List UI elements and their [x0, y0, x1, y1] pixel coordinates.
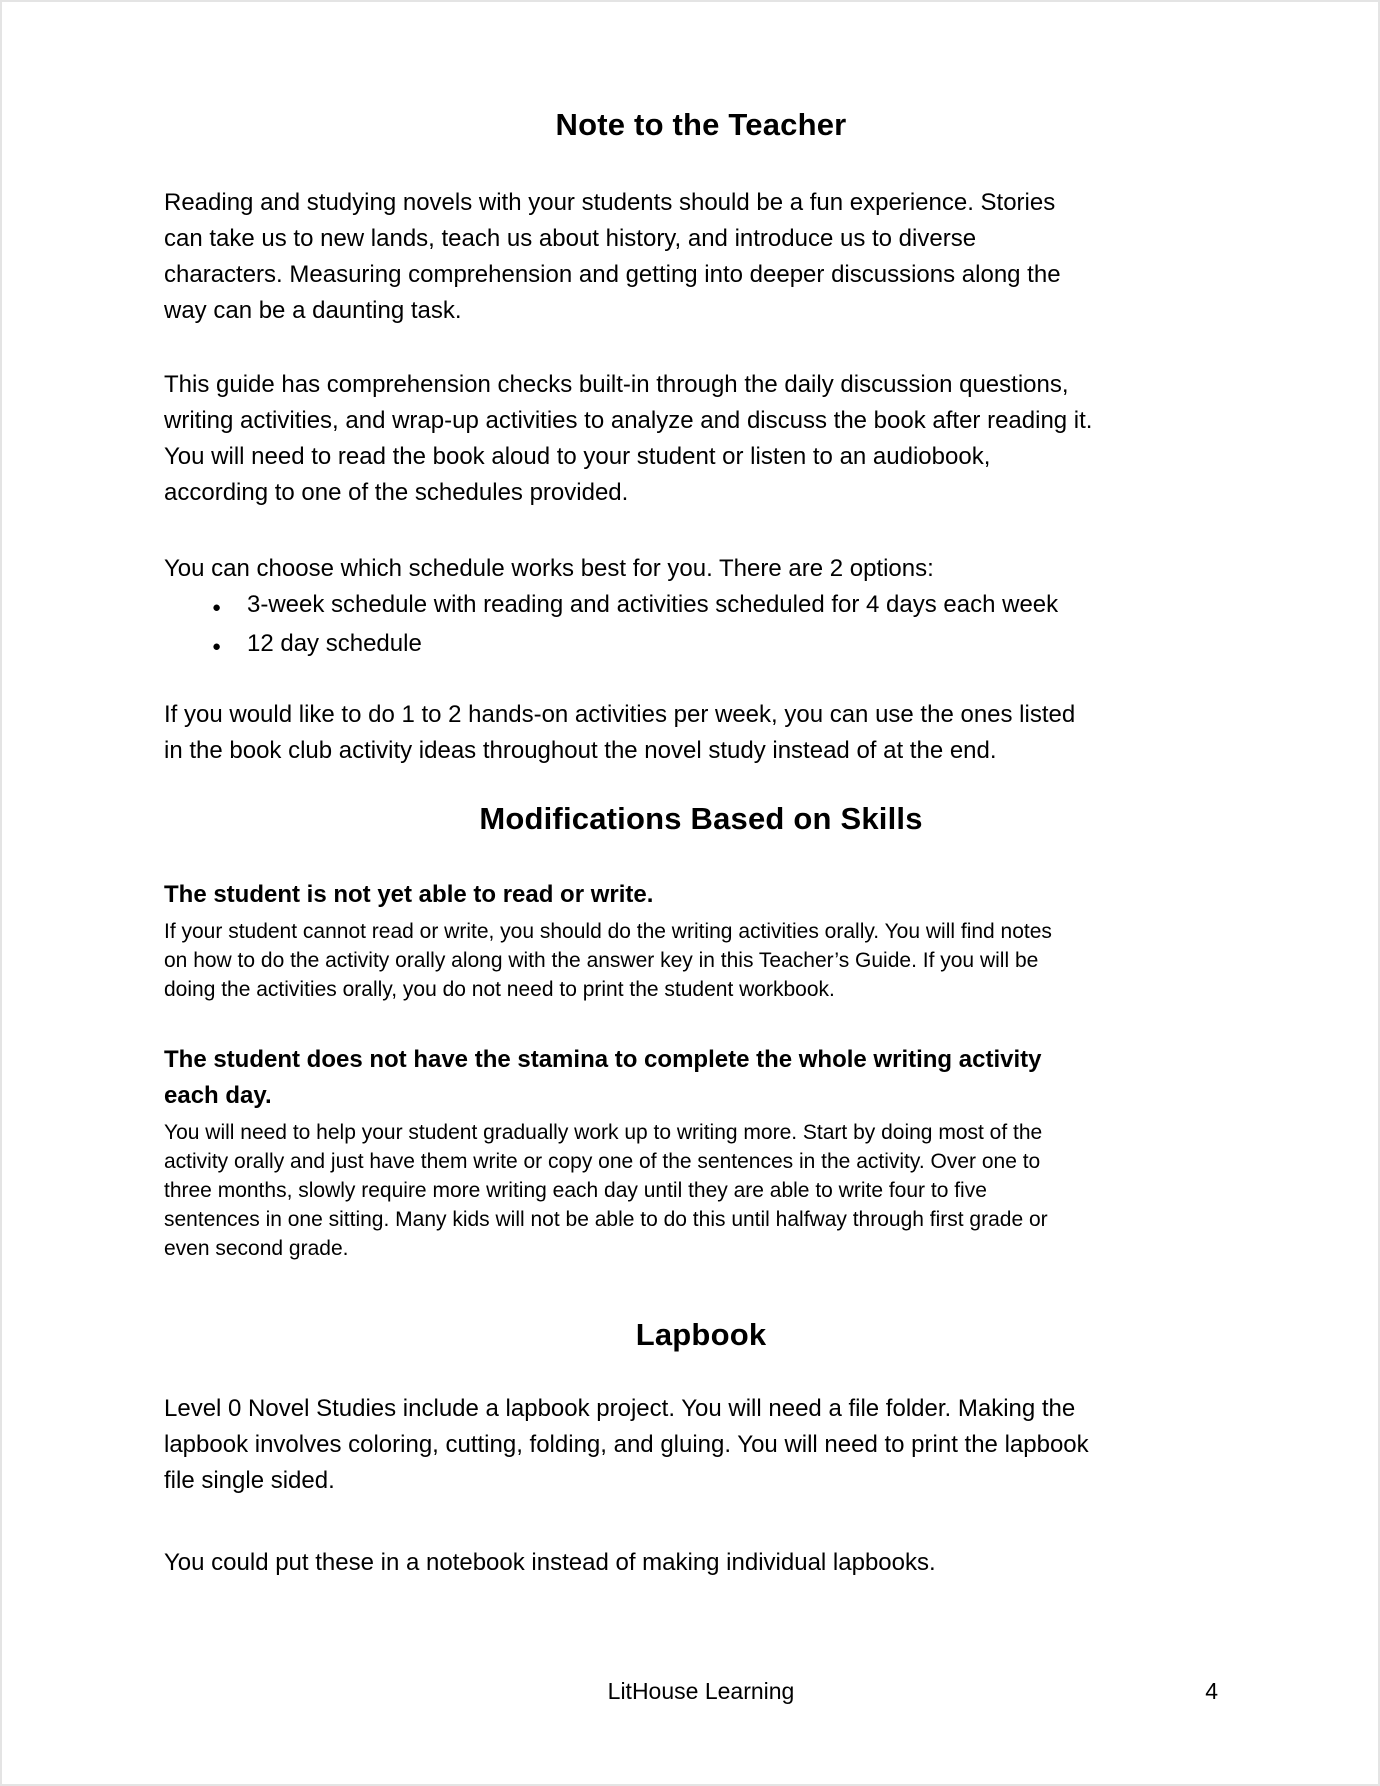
text-line: Reading and studying novels with your students should be a fun experience. Stories	[164, 189, 1056, 216]
text-line: If your student cannot read or write, you should do the writing activities orally. You will find notes	[164, 920, 1052, 943]
text-line: Level 0 Novel Studies include a lapbook project. You will need a file folder. Making the	[164, 1395, 1076, 1422]
document-content	[164, 2, 1238, 1581]
text-line: on how to do the activity orally along with the answer key in this Teacher’s Guide. If you will be	[164, 949, 1039, 972]
text-line: way can be a daunting task.	[164, 297, 462, 324]
text-line: This guide has comprehension checks built-in through the daily discussion questions,	[164, 371, 1069, 398]
lapbook-note-paragraph	[164, 1545, 1238, 1581]
text-line: three months, slowly require more writing each day until they are able to write four to five	[164, 1179, 987, 1202]
text-line: according to one of the schedules provided.	[164, 479, 629, 506]
subheading-line: The student does not have the stamina to complete the whole writing activity	[164, 1046, 1042, 1073]
text-line: lapbook involves coloring, cutting, folding, and gluing. You will need to print the lapbook	[164, 1431, 1089, 1458]
text-line: You could put these in a notebook instead of making individual lapbooks.	[164, 1549, 936, 1576]
schedule-intro-paragraph	[164, 551, 1238, 587]
page-number: 4	[1205, 1678, 1218, 1704]
page-footer	[164, 1676, 1238, 1712]
schedule-options-list	[164, 587, 1238, 665]
list-item-label: 12 day schedule	[247, 630, 422, 657]
text-line: doing the activities orally, you do not need to print the student workbook.	[164, 978, 835, 1001]
text-line: file single sided.	[164, 1467, 335, 1494]
text-line: You will need to help your student gradually work up to writing more. Start by doing most of the	[164, 1121, 1043, 1144]
lapbook-paragraph	[164, 1391, 1238, 1499]
subheading-line: each day.	[164, 1082, 272, 1109]
list-item	[212, 626, 1238, 665]
text-line: sentences in one sitting. Many kids will not be able to do this until halfway through first grade or	[164, 1208, 1048, 1231]
bullet-icon: ●	[212, 638, 222, 655]
subheading-line: The student is not yet able to read or write.	[164, 881, 654, 908]
text-line: in the book club activity ideas throughout the novel study instead of at the end.	[164, 737, 997, 764]
footer-brand: LitHouse Learning	[607, 1678, 795, 1704]
text-line: activity orally and just have them write or copy one of the sentences in the activity. Over one to	[164, 1150, 1041, 1173]
text-line: can take us to new lands, teach us about history, and introduce us to diverse	[164, 225, 977, 252]
section-heading-lapbook: Lapbook	[635, 1317, 767, 1352]
list-item	[212, 587, 1238, 626]
page-title: Note to the Teacher	[555, 107, 847, 142]
text-line: writing activities, and wrap-up activities to analyze and discuss the book after reading it.	[164, 407, 1093, 434]
cannot-read-paragraph	[164, 917, 1238, 1004]
hands-on-paragraph	[164, 697, 1238, 769]
list-item-label: 3-week schedule with reading and activities scheduled for 4 days each week	[247, 591, 1059, 618]
guide-paragraph	[164, 367, 1238, 511]
intro-paragraph	[164, 185, 1238, 329]
text-line: You will need to read the book aloud to your student or listen to an audiobook,	[164, 443, 991, 470]
stamina-paragraph	[164, 1118, 1238, 1263]
text-line: You can choose which schedule works best for you. There are 2 options:	[164, 555, 934, 582]
text-line: If you would like to do 1 to 2 hands-on activities per week, you can use the ones listed	[164, 701, 1076, 728]
subsection-heading-cannot-read	[164, 877, 1238, 913]
section-heading-modifications: Modifications Based on Skills	[479, 801, 923, 836]
bullet-icon: ●	[212, 599, 222, 616]
subsection-heading-stamina	[164, 1042, 1238, 1114]
text-line: characters. Measuring comprehension and getting into deeper discussions along the	[164, 261, 1061, 288]
text-line: even second grade.	[164, 1237, 349, 1260]
